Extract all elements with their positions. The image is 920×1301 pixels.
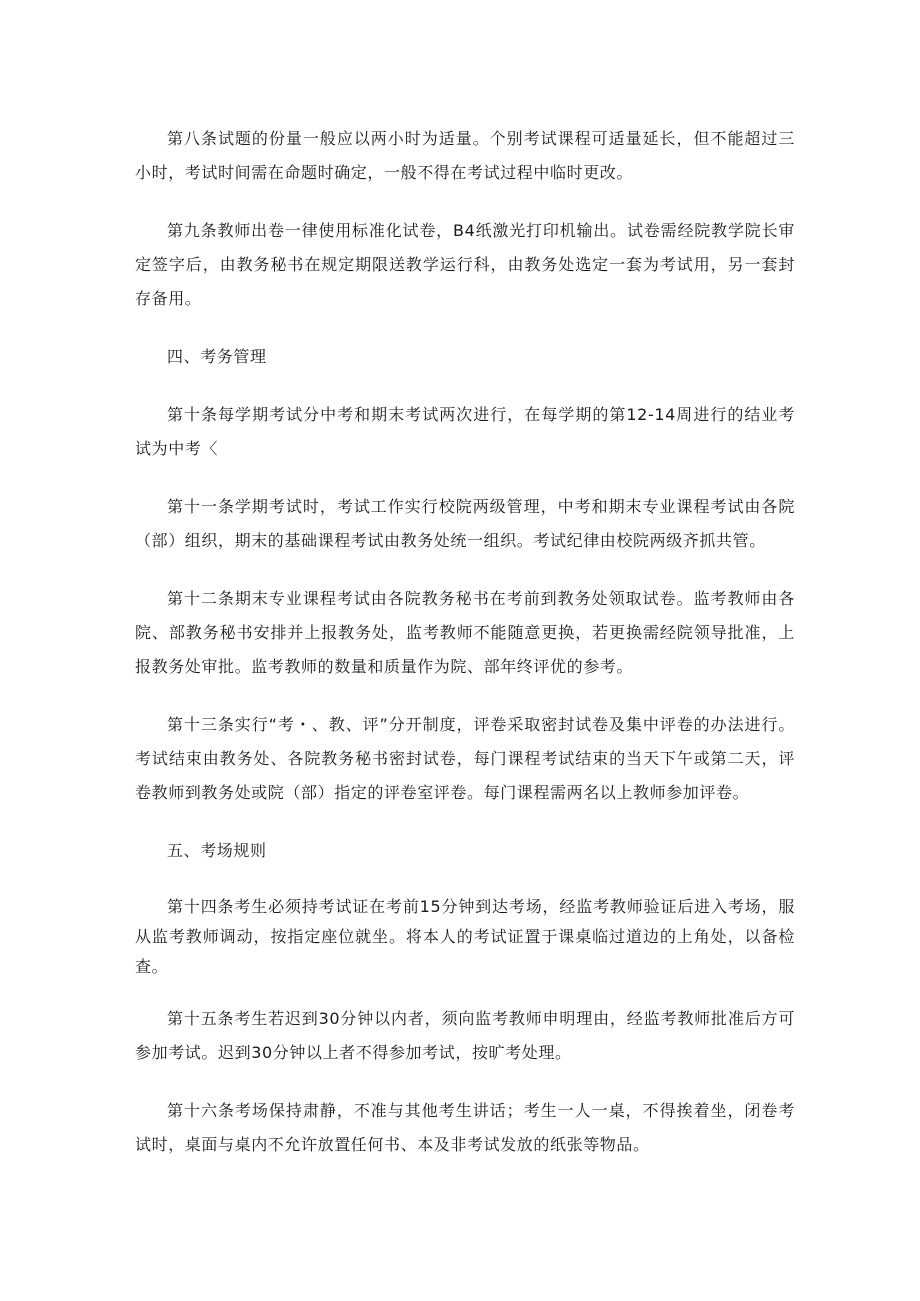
article-9-paragraph: 第九条教师出卷一律使用标准化试卷，B4纸激光打印机输出。试卷需经院教学院长审定签字后，由教务秘书在规定期限送教学运行科，由教务处选定一套为考试用，另一套封存备用。: [135, 221, 795, 308]
article-14-paragraph: 第十四条考生必须持考试证在考前15分钟到达考场，经监考教师验证后进入考场，服从监考教师调动，按指定座位就坐。将本人的考试证置于课桌临过道边的上角处，以备检查。: [135, 897, 795, 976]
document-body: [135, 122, 795, 1162]
article-10-paragraph: 第十条每学期考试分中考和期末考试两次进行，在每学期的第12-14周进行的结业考试为中考〈: [135, 405, 795, 458]
article-13-paragraph: 第十三条实行“考・、教、评”分开制度，评卷采取密封试卷及集中评卷的办法进行。考试结束由教务处、各院教务秘书密封试卷，每门课程考试结束的当天下午或第二天，评卷教师到教务处或院（部）指定的评卷室评卷。每门课程需两名以上教师参加评卷。: [135, 715, 795, 802]
article-11-paragraph: 第十一条学期考试时，考试工作实行校院两级管理，中考和期末专业课程考试由各院（部）组织，期末的基础课程考试由教务处统一组织。考试纪律由校院两级齐抓共管。: [135, 497, 795, 550]
article-16-paragraph: 第十六条考场保持肃静，不准与其他考生讲话；考生一人一桌，不得挨着坐，闭卷考试时，桌面与桌内不允许放置任何书、本及非考试发放的纸张等物品。: [135, 1101, 795, 1154]
section-4-heading: 四、考务管理: [167, 347, 267, 366]
article-8-paragraph: 第八条试题的份量一般应以两小时为适量。个别考试课程可适量延长，但不能超过三小时，考试时间需在命题时确定，一般不得在考试过程中临时更改。: [135, 129, 795, 182]
section-5-heading: 五、考场规则: [167, 841, 267, 860]
article-12-paragraph: 第十二条期末专业课程考试由各院教务秘书在考前到教务处领取试卷。监考教师由各院、部教务秘书安排并上报教务处，监考教师不能随意更换，若更换需经院领导批准，上报教务处审批。监考教师的数量和质量作为院、部年终评优的参考。: [135, 589, 795, 676]
article-15-paragraph: 第十五条考生若迟到30分钟以内者，须向监考教师申明理由，经监考教师批准后方可参加考试。迟到30分钟以上者不得参加考试，按旷考处理。: [135, 1009, 795, 1062]
